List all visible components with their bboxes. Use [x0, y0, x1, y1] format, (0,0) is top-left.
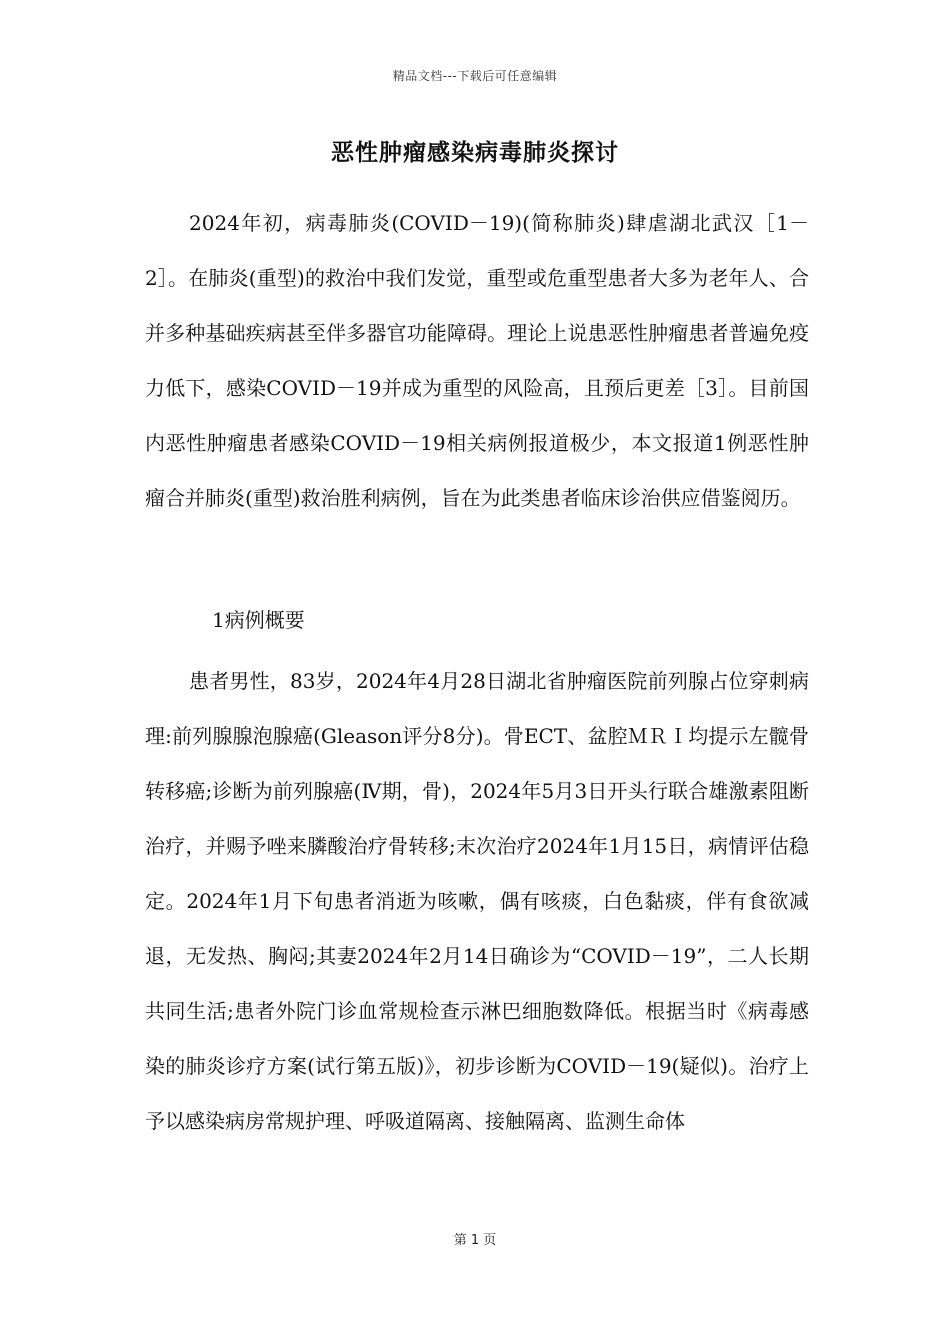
document-title: 恶性肿瘤感染病毒肺炎探讨	[331, 140, 619, 166]
page-number: 第 1 页	[453, 1233, 497, 1248]
paragraph-case-description: 患者男性，83岁，2024年4月28日湖北省肿瘤医院前列腺占位穿刺病理:前列腺腺泡腺癌(Gleason评分8分)。骨ECT、盆腔ＭＲＩ均提示左髋骨转移癌;诊断为前列腺癌(Ⅳ期，骨)，2024年5月3日开头行联合雄激素阻断治疗，并赐予唑来膦酸治疗骨转移;末次治疗2024年1月15日，病情评估稳定。2024年1月下旬患者消逝为咳嗽，偶有咳痰，白色黏痰，伴有食欲减退，无发热、胸闷;其妻2024年2月14日确诊为“COVID－19”，二人长期共同生活;患者外院门诊血常规检查示淋巴细胞数降低。根据当时《病毒感染的肺炎诊疗方案(试行第五版)》，初步诊断为COVID－19(疑似)。治疗上予以感染病房常规护理、呼吸道隔离、接触隔离、监测生命体	[145, 669, 809, 1133]
paragraph-intro: 2024年初，病毒肺炎(COVID－19)(简称肺炎)肆虐湖北武汉［1－2］。在肺炎(重型)的救治中我们发觉，重型或危重型患者大多为老年人、合并多种基础疾病甚至伴多器官功能障碍。理论上说患恶性肿瘤患者普遍免疫力低下，感染COVID－19并成为重型的风险高，且预后更差［3］。目前国内恶性肿瘤患者感染COVID－19相关病例报道极少，本文报道1例恶性肿瘤合并肺炎(重型)救治胜利病例，旨在为此类患者临床诊治供应借鉴阅历。	[145, 211, 809, 510]
section-heading-case-summary: 1病例概要	[212, 608, 305, 632]
running-header: 精品文档---下载后可任意编辑	[392, 69, 558, 83]
